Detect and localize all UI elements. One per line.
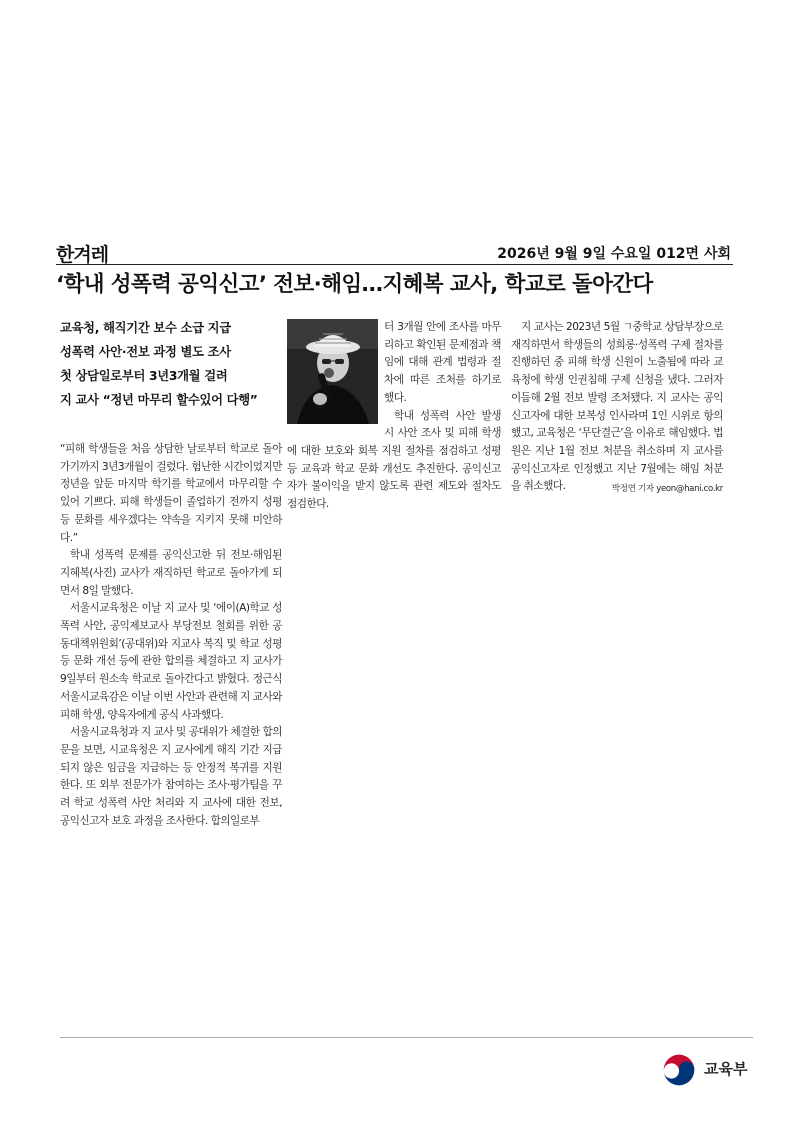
subheading: 성폭력 사안·전보 과정 별도 조사: [60, 345, 231, 359]
paragraph: 서울시교육청과 지 교사 및 공대위가 체결한 합의문을 보면, 시교육청은 지 교사에게 해직 기간 지급되지 않은 임금을 지급하는 등 안정적 복귀를 지원한다. 또 외부 전문가가 참여하는 조사·평가팀을 꾸려 학교 성폭력 사안 처리와 지 교사에 대한 전보, 공익신고자 보호 과정을 조사한다. 합의일로부: [60, 726, 282, 827]
ministry-label: 교육부: [704, 1060, 748, 1078]
portrait-image: [287, 319, 378, 424]
article-column-2: [287, 319, 501, 514]
paragraph: “피해 학생들을 처음 상담한 날로부터 학교로 돌아가기까지 3년3개월이 걸렸다. 험난한 시간이었지만 정년을 앞둔 마지막 학기를 학교에서 마무리할 수 있어 기쁘다. 피해 학생들이 졸업하기 전까지 성평등 문화를 세우겠다는 약속을 지키지 못해 미안하다.”: [60, 443, 282, 544]
article-column-1: [60, 441, 282, 830]
article-column-3: [511, 319, 723, 499]
newspaper-logo: 한겨레: [56, 244, 109, 266]
paragraph: 터 3개월 안에 조사를 마무리하고 확인된 문제점과 책임에 대해 관계 법령과 절차에 따른 조처를 하기로 했다.: [384, 321, 501, 404]
article-subheadings: [60, 316, 286, 412]
reporter-byline: 박정연 기자 yeon@hani.co.kr: [611, 484, 723, 495]
subheading: 첫 상담일로부터 3년3개월 걸려: [60, 369, 228, 383]
subheading: 지 교사 “정년 마무리 할수있어 다행”: [60, 393, 258, 407]
taegeuk-icon: [660, 1051, 698, 1089]
issue-date-page: 2026년 9월 9일 수요일 012면 사회: [497, 246, 731, 262]
teacher-photo: [287, 319, 378, 424]
subheading: 교육청, 해직기간 보수 소급 지급: [60, 321, 231, 335]
article-headline: ‘학내 성폭력 공익신고’ 전보·해임…지혜복 교사, 학교로 돌아간다: [56, 272, 653, 297]
paragraph: 학내 성폭력 문제를 공익신고한 뒤 전보·해임된 지혜복(사진) 교사가 재직하던 학교로 돌아가게 되면서 8일 말했다.: [60, 549, 282, 597]
paragraph: 서울시교육청은 이날 지 교사 및 ‘에이(A)학교 성폭력 사안, 공익제보교사 부당전보 철회를 위한 공동대책위원회’(공대위)와 지교사 복직 및 학교 성평등 문화 개선 등에 관한 합의를 체결하고 지 교사가 9일부터 원소속 학교로 돌아간다고 밝혔다. 정근식 서울시교육감은 이날 이번 사안과 관련해 지 교사와 피해 학생, 양육자에게 공식 사과했다.: [60, 602, 282, 721]
masthead-divider: [56, 264, 733, 265]
footer-divider: [60, 1037, 753, 1038]
paragraph: 지 교사는 2023년 5월 ㄱ중학교 상담부장으로 재직하면서 학생들의 성희롱·성폭력 구제 절차를 진행하던 중 피해 학생 신원이 노출됨에 따라 교육청에 학생 인권침해 구제 신청을 냈다. 그러자 이듬해 2월 전보 발령 조처됐다. 지 교사는 공익신고자에 대한 보복성 인사라며 1인 시위로 항의했고, 교육청은 ‘무단결근’을 이유로 해임했다. 법원은 지난 1월 전보 처분을 취소하며 지 교사를 공익신고자로 인정했고 지난 7월에는 해임 처분을 취소했다.: [511, 321, 723, 493]
paragraph: 학내 성폭력 사안 발생 시 사안 조사 및 피해 학생에 대한 보호와 회복 지원 절차를 점검하고 성평등 교육과 학교 문화 개선도 추진한다. 공익신고자가 불이익을 받지 않도록 관련 제도와 절차도 점검한다.: [287, 409, 501, 511]
